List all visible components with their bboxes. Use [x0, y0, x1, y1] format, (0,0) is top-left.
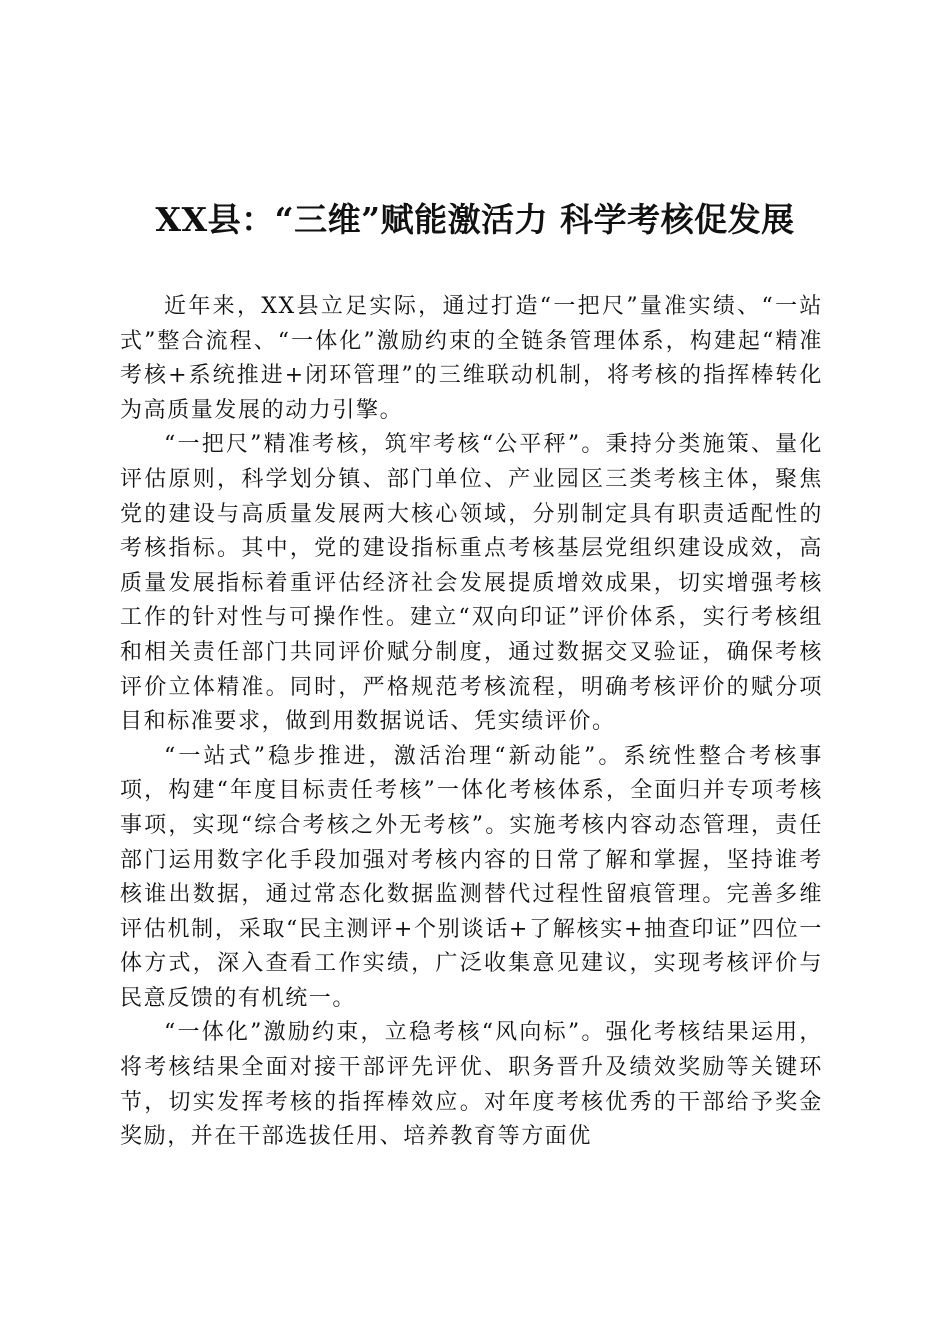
paragraph-integrated-incentive: “一体化”激励约束，立稳考核“风向标”。强化考核结果运用，将考核结果全面对接干部评先评优、职务晋升及绩效奖励等关键环节，切实发挥考核的指挥棒效应。对年度考核优秀的干部给予奖金奖励，并在干部选拔任用、培养教育等方面优 — [120, 1020, 823, 1150]
paragraph-precise-assessment: “一把尺”精准考核，筑牢考核“公平秤”。秉持分类施策、量化评估原则，科学划分镇、部门单位、产业园区三类考核主体，聚焦党的建设与高质量发展两大核心领域，分别制定具有职责适配性的考核指标。其中，党的建设指标重点考核基层党组织建设成效，高质量发展指标着重评估经济社会发展提质增效成果，切实增强考核工作的针对性与可操作性。建立“双向印证”评价体系，实行考核组和相关责任部门共同评价赋分制度，通过数据交叉验证，确保考核评价立体精准。同时，严格规范考核流程，明确考核评价的赋分项目和标准要求，做到用数据说话、凭实绩评价。 — [120, 432, 823, 735]
paragraph-intro: 近年来，XX县立足实际，通过打造“一把尺”量准实绩、“一站式”整合流程、“一体化”激励约束的全链条管理体系，构建起“精准考核+系统推进+闭环管理”的三维联动机制，将考核的指挥棒转化为高质量发展的动力引擎。 — [120, 294, 823, 423]
document-body — [120, 290, 823, 1155]
paragraph-one-stop: “一站式”稳步推进，激活治理“新动能”。系统性整合考核事项，构建“年度目标责任考核”一体化考核体系，全面归并专项考核事项，实现“综合考核之外无考核”。实施考核内容动态管理，责任部门运用数字化手段加强对考核内容的日常了解和掌握，坚持谁考核谁出数据，通过常态化数据监测替代过程性留痕管理。完善多维评估机制，采取“民主测评+个别谈话+了解核实+抽查印证”四位一体方式，深入查看工作实绩，广泛收集意见建议，实现考核评价与民意反馈的有机统一。 — [120, 743, 823, 1011]
document-title: XX县：“三维”赋能激活力 科学考核促发展 — [155, 200, 795, 239]
